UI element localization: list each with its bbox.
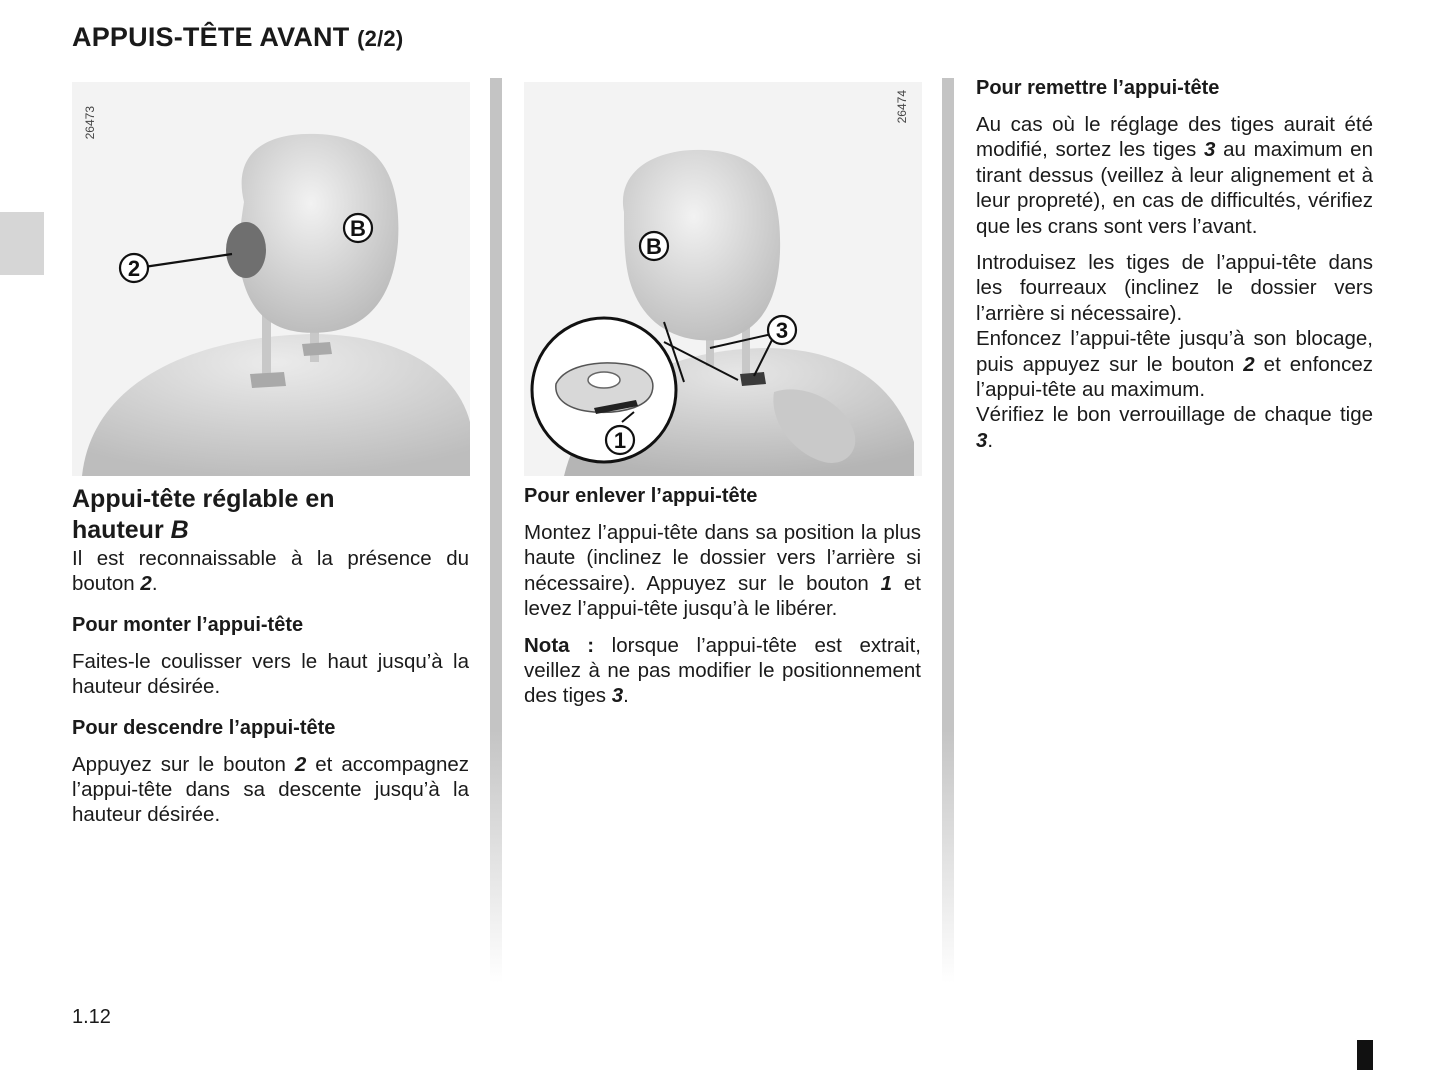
section-thumb-tab xyxy=(0,212,44,275)
lower-paragraph: Appuyez sur le bouton 2 et accompagnez l’appui-tête dans sa descente jusqu’à la hauteur désirée. xyxy=(72,752,469,827)
figure-ref-26474: 26474 xyxy=(895,90,909,124)
remove-paragraph: Montez l’appui-tête dans sa position la plus haute (inclinez le dossier vers l’arrière si nécessaire). Appuyez sur le bouton 1 et levez l’appui-tête jusqu’à le libérer. xyxy=(524,521,922,621)
figure-ref-26473: 26473 xyxy=(83,106,97,140)
refit-heading: Pour remettre l’appui-tête xyxy=(976,77,1220,99)
column-divider-right xyxy=(942,78,954,983)
raise-heading: Pour monter l’appui-tête xyxy=(72,613,304,636)
figure-headrest-height xyxy=(72,82,470,476)
refit-paragraph-4: Vérifiez le bon verrouillage de chaque tige 3. xyxy=(976,403,1373,452)
column-3-text xyxy=(976,76,1373,453)
figure-headrest-removal xyxy=(524,82,922,476)
refit-paragraph-1: Au cas où le réglage des tiges aurait été modifié, sortez les tiges 3 au maximum en tirant dessus (veillez à leur alignement et à leur propreté), en cas de difficultés, vérifiez que les crans sont vers l’avant. xyxy=(976,113,1373,238)
page-title: APPUIS-TÊTE AVANT (2/2) xyxy=(72,22,404,52)
callout-B: B xyxy=(646,234,662,259)
column-2-text xyxy=(524,484,921,709)
callout-1: 1 xyxy=(613,428,627,453)
page-number: 1.12 xyxy=(72,1006,111,1028)
raise-paragraph: Faites-le coulisser vers le haut jusqu’à la hauteur désirée. xyxy=(72,649,469,699)
page-edge-marker xyxy=(1357,1040,1373,1070)
callout-3: 3 xyxy=(775,318,789,343)
refit-paragraph-3: Enfoncez l’appui-tête jusqu’à son blocage, puis appuyez sur le bouton 2 et enfoncez l’appui-tête au maximum. xyxy=(976,327,1373,402)
column-1-text xyxy=(72,484,469,828)
refit-paragraph-2: Introduisez les tiges de l’appui-tête dans les fourreaux (inclinez le dossier vers l’arrière si nécessaire). xyxy=(976,251,1373,325)
intro-paragraph: Il est reconnaissable à la présence du bouton 2. xyxy=(72,547,469,596)
callout-B: B xyxy=(350,216,366,241)
section-heading: Appui-tête réglable en hauteur B xyxy=(72,485,335,544)
callout-2: 2 xyxy=(127,256,141,281)
remove-heading: Pour enlever l’appui-tête xyxy=(524,485,758,507)
column-divider-left xyxy=(490,78,502,983)
lower-heading: Pour descendre l’appui-tête xyxy=(72,716,336,739)
nota-paragraph: Nota : lorsque l’appui-tête est extrait, veillez à ne pas modifier le positionnement des tiges 3. xyxy=(524,633,921,708)
